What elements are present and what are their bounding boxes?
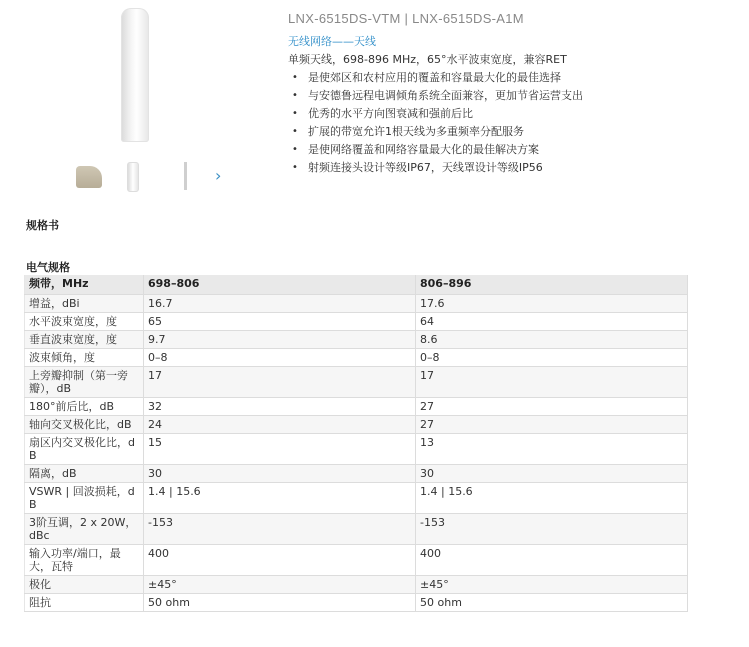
value-698-806: 30 (144, 465, 416, 483)
param-name: 水平波束宽度，度 (25, 313, 144, 331)
param-name: 轴向交叉极化比，dB (25, 416, 144, 434)
param-name: 输入功率/端口，最大，瓦特 (25, 545, 144, 576)
table-row (25, 514, 688, 545)
feature-item (290, 141, 583, 159)
bullet-icon: • (292, 108, 298, 119)
value-806-896: 64 (416, 313, 688, 331)
value-698-806: 15 (144, 434, 416, 465)
thumbnail-next-arrow-icon[interactable]: › (215, 166, 222, 185)
table-row (25, 465, 688, 483)
feature-item (290, 87, 583, 105)
table-header-row (25, 275, 688, 295)
value-698-806: 16.7 (144, 295, 416, 313)
value-806-896: -153 (416, 514, 688, 545)
header-band-low: 698–806 (144, 275, 416, 295)
table-row (25, 483, 688, 514)
header-band-high: 806–896 (416, 275, 688, 295)
spec-section-title: 规格书 (26, 219, 59, 232)
table-row (25, 295, 688, 313)
param-name: 扇区内交叉极化比，dB (25, 434, 144, 465)
value-806-896: 30 (416, 465, 688, 483)
feature-text: 与安德鲁远程电调倾角系统全面兼容，更加节省运营支出 (308, 89, 583, 102)
thumbnail-antenna-side[interactable] (184, 162, 187, 190)
value-698-806: ±45° (144, 576, 416, 594)
feature-item (290, 123, 583, 141)
feature-text: 优秀的水平方向图衰减和强前后比 (308, 107, 473, 120)
value-698-806: 65 (144, 313, 416, 331)
bullet-icon: • (292, 72, 298, 83)
table-row (25, 313, 688, 331)
value-806-896: 0–8 (416, 349, 688, 367)
table-row (25, 416, 688, 434)
feature-text: 是使网络覆盖和网络容量最大化的最佳解决方案 (308, 143, 539, 156)
electrical-spec-table (24, 275, 688, 612)
value-698-806: 50 ohm (144, 594, 416, 612)
value-806-896: 27 (416, 398, 688, 416)
product-category-link[interactable]: 无线网络——天线 (288, 35, 376, 48)
table-row (25, 545, 688, 576)
value-806-896: 27 (416, 416, 688, 434)
value-698-806: 9.7 (144, 331, 416, 349)
param-name: 180°前后比，dB (25, 398, 144, 416)
feature-item (290, 69, 583, 87)
thumbnail-antenna-front[interactable] (127, 162, 139, 192)
table-row (25, 576, 688, 594)
value-806-896: 8.6 (416, 331, 688, 349)
table-row (25, 594, 688, 612)
bullet-icon: • (292, 90, 298, 101)
feature-text: 扩展的带宽允许1根天线为多重频率分配服务 (308, 125, 524, 138)
value-806-896: 1.4 | 15.6 (416, 483, 688, 514)
table-row (25, 434, 688, 465)
table-row (25, 349, 688, 367)
value-698-806: -153 (144, 514, 416, 545)
bullet-icon: • (292, 144, 298, 155)
thumbnail-connector[interactable] (76, 166, 102, 188)
param-name: VSWR | 回波损耗，dB (25, 483, 144, 514)
value-806-896: 400 (416, 545, 688, 576)
value-698-806: 32 (144, 398, 416, 416)
value-698-806: 24 (144, 416, 416, 434)
param-name: 阻抗 (25, 594, 144, 612)
param-name: 上旁瓣抑制（第一旁瓣），dB (25, 367, 144, 398)
product-title: LNX-6515DS-VTM | LNX-6515DS-A1M (288, 11, 524, 26)
param-name: 3阶互调，2 x 20W，dBc (25, 514, 144, 545)
feature-list (290, 69, 583, 177)
param-name: 波束倾角，度 (25, 349, 144, 367)
param-name: 垂直波束宽度，度 (25, 331, 144, 349)
param-name: 极化 (25, 576, 144, 594)
product-main-image (121, 8, 149, 142)
value-806-896: 13 (416, 434, 688, 465)
value-806-896: 17 (416, 367, 688, 398)
value-806-896: 50 ohm (416, 594, 688, 612)
bullet-icon: • (292, 126, 298, 137)
header-band: 频带，MHz (25, 275, 144, 295)
value-806-896: 17.6 (416, 295, 688, 313)
param-name: 增益，dBi (25, 295, 144, 313)
feature-item (290, 105, 583, 123)
value-698-806: 0–8 (144, 349, 416, 367)
feature-item (290, 159, 583, 177)
bullet-icon: • (292, 162, 298, 173)
value-698-806: 17 (144, 367, 416, 398)
electrical-section-title: 电气规格 (26, 261, 70, 274)
product-description: 单频天线，698-896 MHz，65°水平波束宽度，兼容RET (288, 53, 567, 66)
table-row (25, 398, 688, 416)
param-name: 隔离，dB (25, 465, 144, 483)
value-698-806: 1.4 | 15.6 (144, 483, 416, 514)
table-row (25, 331, 688, 349)
value-806-896: ±45° (416, 576, 688, 594)
feature-text: 是使郊区和农村应用的覆盖和容量最大化的最佳选择 (308, 71, 561, 84)
value-698-806: 400 (144, 545, 416, 576)
table-row (25, 367, 688, 398)
feature-text: 射频连接头设计等级IP67，天线罩设计等级IP56 (308, 161, 543, 174)
